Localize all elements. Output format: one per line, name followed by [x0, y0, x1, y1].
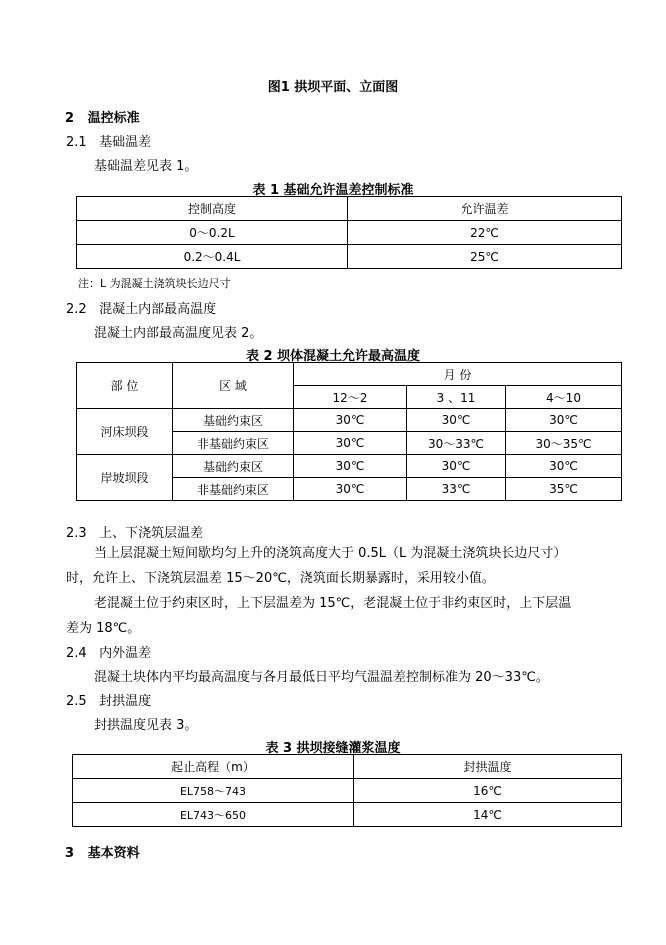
subsection-number: 2.2	[66, 302, 87, 317]
paragraph: 封拱温度见表 3。	[94, 718, 198, 733]
table-cell: EL758～743	[73, 779, 354, 803]
section-3-heading	[65, 842, 140, 861]
table-header-cell: 3 、11	[407, 386, 506, 409]
table-header-cell: 允许温差	[348, 197, 622, 221]
subsection-title: 内外温差	[99, 646, 152, 661]
subsection-number: 2.1	[66, 135, 87, 150]
table-cell: 30℃	[294, 409, 407, 432]
table-cell: 30℃	[506, 455, 622, 478]
subsection-title: 混凝土内部最高温度	[99, 302, 217, 317]
table-cell: 33℃	[407, 478, 506, 501]
subsection-2-2-heading	[66, 298, 216, 317]
section-number: 3	[65, 846, 75, 861]
table-cell: 35℃	[506, 478, 622, 501]
table-cell: 基础约束区	[173, 455, 294, 478]
table-header-row	[77, 197, 622, 221]
table-2	[76, 362, 622, 501]
table-cell: 30℃	[506, 409, 622, 432]
subsection-2-4-heading	[66, 642, 151, 661]
subsection-number: 2.3	[66, 526, 87, 541]
figure-caption: 图1 拱坝平面、立面图	[267, 80, 399, 95]
table-header-cell: 月 份	[294, 363, 622, 386]
subsection-number: 2.4	[66, 646, 87, 661]
table-row	[73, 803, 622, 827]
section-title: 温控标准	[87, 111, 140, 126]
table-cell: EL743～650	[73, 803, 354, 827]
subsection-number: 2.5	[66, 694, 87, 709]
table-cell: 16℃	[354, 779, 622, 803]
table-header-cell: 控制高度	[77, 197, 348, 221]
table-cell: 河床坝段	[77, 409, 173, 455]
table-header-row	[73, 755, 622, 779]
paragraph-line: 当上层混凝土短间歇均匀上升的浇筑高度大于 0.5L（L 为混凝土浇筑块长边尺寸）	[94, 546, 567, 561]
table-cell: 非基础约束区	[173, 432, 294, 455]
table-row	[77, 245, 622, 269]
table-2-caption: 表 2 坝体混凝土允许最高温度	[245, 349, 421, 364]
table-cell: 30℃	[294, 432, 407, 455]
table-header-cell: 封拱温度	[354, 755, 622, 779]
table-header-cell: 12～2	[294, 386, 407, 409]
table-3	[72, 754, 622, 827]
table-cell: 30℃	[294, 455, 407, 478]
table-cell: 岸坡坝段	[77, 455, 173, 501]
table-cell: 22℃	[348, 221, 622, 245]
table-header-row	[77, 363, 622, 386]
table-1-caption: 表 1 基础允许温差控制标准	[252, 183, 414, 198]
section-title: 基本资料	[87, 846, 140, 861]
table-cell: 30～35℃	[506, 432, 622, 455]
table-row	[77, 455, 622, 478]
subsection-2-1-heading	[66, 131, 151, 150]
paragraph: 基础温差见表 1。	[94, 159, 198, 174]
table-cell: 基础约束区	[173, 409, 294, 432]
table-cell: 30℃	[407, 455, 506, 478]
table-header-cell: 部 位	[77, 363, 173, 409]
section-number: 2	[65, 111, 75, 126]
table-cell: 0～0.2L	[77, 221, 348, 245]
table-row	[77, 221, 622, 245]
paragraph-line: 老混凝土位于约束区时，上下层温差为 15℃，老混凝土位于非约束区时，上下层温	[94, 596, 572, 611]
paragraph: 混凝土块体内平均最高温度与各月最低日平均气温温差控制标准为 20～33℃。	[94, 670, 549, 685]
table-row	[73, 779, 622, 803]
table-1	[76, 196, 622, 269]
paragraph-line: 时，允许上、下浇筑层温差 15～20℃，浇筑面长期暴露时，采用较小值。	[66, 571, 495, 586]
table-3-caption: 表 3 拱坝接缝灌浆温度	[265, 741, 401, 756]
section-2-heading	[65, 107, 140, 126]
table-1-note: 注：L 为混凝土浇筑块长边尺寸	[78, 277, 231, 290]
table-cell: 30℃	[407, 409, 506, 432]
subsection-2-5-heading	[66, 690, 151, 709]
table-cell: 30℃	[294, 478, 407, 501]
subsection-title: 上、下浇筑层温差	[99, 526, 204, 541]
subsection-2-3-heading	[66, 522, 203, 541]
table-cell: 30～33℃	[407, 432, 506, 455]
table-header-cell: 区 域	[173, 363, 294, 409]
paragraph: 混凝土内部最高温度见表 2。	[94, 326, 263, 341]
subsection-title: 封拱温度	[99, 694, 152, 709]
table-cell: 14℃	[354, 803, 622, 827]
table-header-cell: 起止高程（m）	[73, 755, 354, 779]
paragraph-line: 差为 18℃。	[66, 621, 141, 636]
table-cell: 非基础约束区	[173, 478, 294, 501]
table-cell: 25℃	[348, 245, 622, 269]
table-row	[77, 409, 622, 432]
table-cell: 0.2～0.4L	[77, 245, 348, 269]
table-header-cell: 4～10	[506, 386, 622, 409]
subsection-title: 基础温差	[99, 135, 152, 150]
